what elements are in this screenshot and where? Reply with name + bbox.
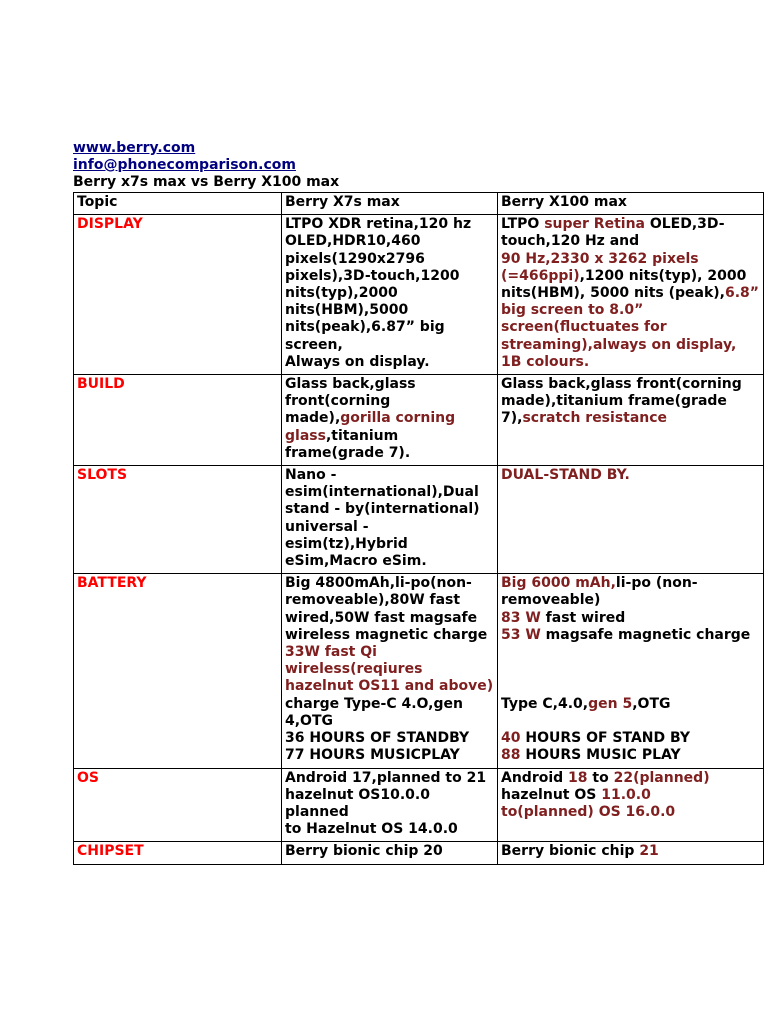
cell-phone-b: [498, 574, 764, 768]
cell-text: 77 HOURS MUSICPLAY: [285, 747, 460, 764]
cell-text: li-po (non-removeable): [501, 575, 698, 609]
cell-text: ,titanium frame(grade 7).: [285, 427, 411, 461]
cell-text: HOURS OF STAND BY: [520, 730, 691, 747]
cell-phone-a: [282, 574, 498, 768]
cell-text: Glass back,glass front(corning made),: [285, 376, 421, 427]
table-row: [74, 768, 764, 842]
cell-text: LTPO XDR retina,120 hz OLED,HDR10,460 pixels(1290x2796 pixels),3D-touch,1200 nits(typ),2000 nits(HBM),5000 nits(peak),6.87” big screen,: [285, 216, 476, 353]
row-topic: BUILD: [74, 375, 282, 466]
highlighted-text: super Retina: [544, 216, 645, 233]
highlighted-text: 33W fast Qi wireless(reqiures hazelnut OS11 and above): [285, 644, 494, 695]
header-phone-a: Berry X7s max: [282, 193, 498, 215]
comparison-table: [73, 192, 764, 865]
cell-text: ,OTG: [632, 695, 671, 712]
cell-text: to Hazelnut OS 14.0.0: [285, 821, 458, 838]
highlighted-text: 11.0.0: [601, 786, 651, 803]
highlighted-text: 53 W: [501, 626, 541, 643]
cell-text: ,1200 nits(typ), 2000 nits(HBM), 5000 nits (peak),: [501, 267, 752, 302]
cell-text: Big 4800mAh,li-po(non-removeable),80W fast wired,50W fast magsafe wireless magnetic charge: [285, 575, 488, 643]
header-phone-b: Berry X100 max: [498, 193, 764, 215]
cell-phone-b: [498, 842, 764, 864]
highlighted-text: 18: [568, 769, 588, 786]
table-row: [74, 466, 764, 574]
highlighted-text: 90 Hz,: [501, 250, 551, 267]
row-topic: OS: [74, 768, 282, 842]
table-row: [74, 574, 764, 768]
table-row: [74, 375, 764, 466]
row-topic: SLOTS: [74, 466, 282, 574]
cell-text: hazelnut OS: [501, 786, 602, 803]
cell-text: Berry bionic chip: [501, 843, 640, 860]
cell-phone-b: [498, 466, 764, 574]
highlighted-text: 6.8” big screen to 8.0” screen(fluctuates for streaming),always on display,: [501, 285, 764, 353]
cell-text: Type C,4.0,: [501, 695, 589, 712]
spacer: [501, 644, 760, 696]
cell-text: hazelnut OS10.0.0 planned: [285, 786, 435, 820]
cell-phone-a: [282, 842, 498, 864]
spacer: [501, 713, 760, 730]
highlighted-text: DUAL-STAND BY.: [501, 467, 630, 484]
cell-phone-a: [282, 466, 498, 574]
document: [73, 140, 763, 865]
cell-text: Berry bionic chip 20: [285, 843, 443, 860]
highlighted-text: 22(planned): [613, 769, 710, 786]
row-topic: BATTERY: [74, 574, 282, 768]
cell-text: 36 HOURS OF STANDBY: [285, 730, 470, 747]
cell-text: HOURS MUSIC PLAY: [520, 747, 681, 764]
highlighted-text: to(planned) OS 16.0.0: [501, 803, 676, 820]
cell-phone-b: [498, 375, 764, 466]
page-title: Berry x7s max vs Berry X100 max: [73, 174, 340, 190]
table-row: [74, 215, 764, 375]
cell-text: charge Type-C 4.O,gen 4,OTG: [285, 695, 468, 729]
cell-phone-b: [498, 215, 764, 375]
cell-text: LTPO: [501, 216, 545, 233]
email-link[interactable]: info@phonecomparison.com: [73, 157, 296, 173]
cell-text: Always on display.: [285, 353, 430, 370]
highlighted-text: gen 5: [588, 695, 633, 712]
cell-text: fast wired: [540, 609, 626, 626]
highlighted-text: 21: [639, 843, 659, 860]
cell-text: Android 17,planned to 21: [285, 769, 487, 786]
highlighted-text: 88: [501, 747, 521, 764]
cell-text: Glass back,glass front(corning made),titanium frame(grade 7),: [501, 376, 747, 427]
website-link[interactable]: www.berry.com: [73, 140, 196, 156]
table-row: [74, 842, 764, 864]
highlighted-text: gorilla corning glass: [285, 410, 460, 444]
cell-text: OLED,3D-touch,120 Hz and: [501, 216, 725, 250]
highlighted-text: 2330 x 3262 pixels (=466ppi): [501, 250, 704, 284]
cell-phone-b: [498, 768, 764, 842]
table-body: [74, 193, 764, 865]
row-topic: DISPLAY: [74, 215, 282, 375]
cell-phone-a: [282, 375, 498, 466]
highlighted-text: 83 W: [501, 609, 541, 626]
cell-text: Nano - esim(international),Dual stand - by(international) universal - esim(tz),Hybrid eSim,Macro eSim.: [285, 467, 485, 570]
cell-text: magsafe magnetic charge: [540, 626, 751, 643]
highlighted-text: scratch resistance: [522, 410, 668, 427]
row-topic: CHIPSET: [74, 842, 282, 864]
cell-phone-a: [282, 215, 498, 375]
cell-phone-a: [282, 768, 498, 842]
highlighted-text: Big 6000 mAh,: [501, 575, 616, 592]
highlighted-text: 1B colours.: [501, 353, 590, 370]
header-topic: Topic: [74, 193, 282, 215]
cell-text: to: [587, 769, 614, 786]
cell-text: Android: [501, 769, 569, 786]
table-header-row: [74, 193, 764, 215]
highlighted-text: 40: [501, 730, 521, 747]
